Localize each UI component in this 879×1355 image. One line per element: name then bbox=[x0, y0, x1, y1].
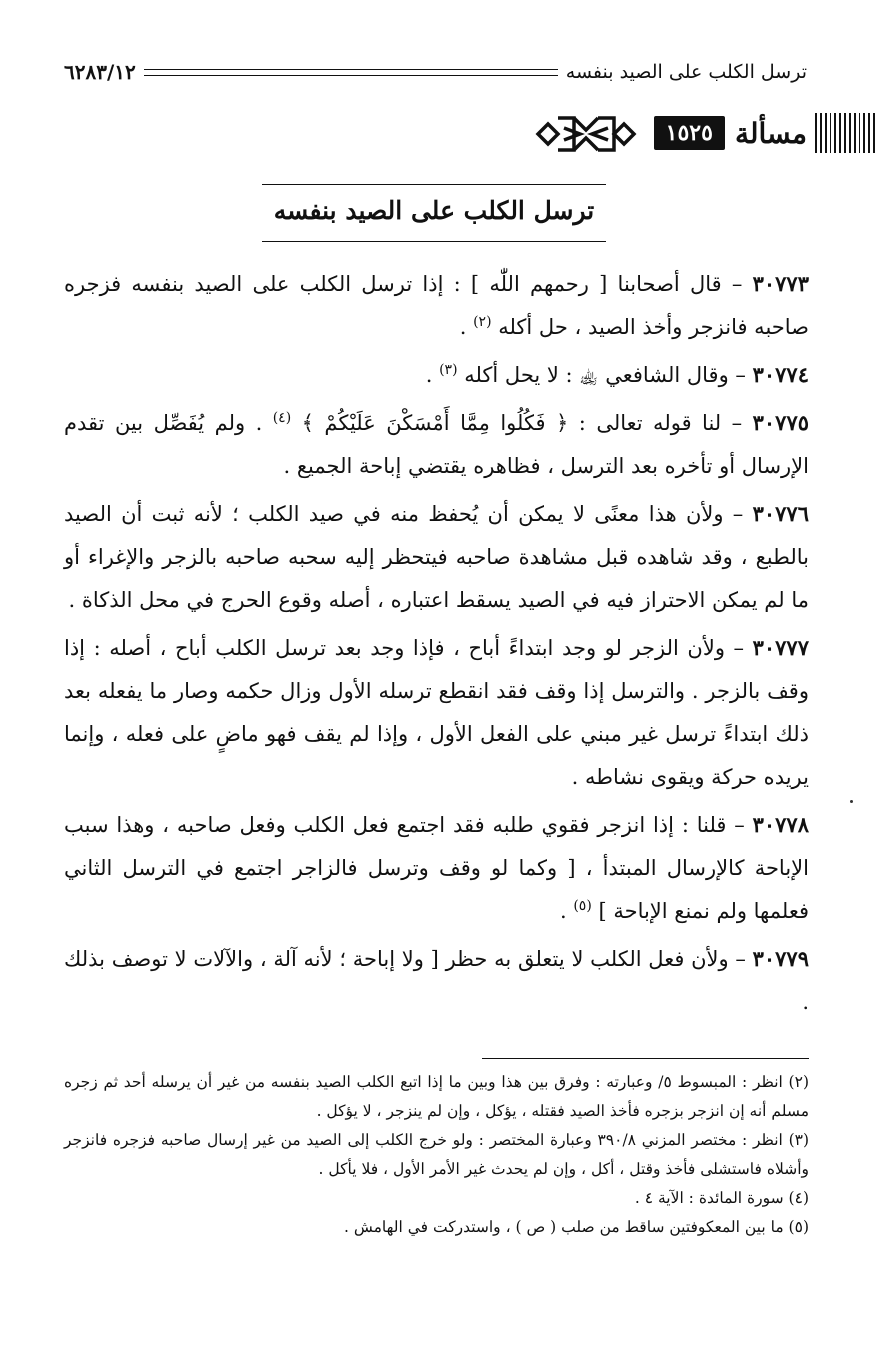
footnote: (٣) انظر : مختصر المزني ٣٩٠/٨ وعبارة المختصر : ولو خرج الكلب إلى الصيد من غير إرسال صاحبه فزجره فانزجر وأشلاه فاستشلى فأخذ وقتل ، أكل ، وإن لم يحدث غير الأمر الأول ، فلا يأكل . bbox=[64, 1131, 810, 1178]
paragraph-number: ٣٠٧٧٥ bbox=[752, 410, 810, 435]
footnote-ref: (٥) bbox=[573, 898, 592, 914]
paragraph bbox=[64, 262, 809, 349]
paragraph-number: ٣٠٧٧٩ bbox=[752, 946, 809, 971]
header-rule bbox=[144, 69, 558, 76]
footnote-rule bbox=[482, 1058, 809, 1059]
page-reference: ٦٢٨٣/١٢ bbox=[64, 60, 136, 84]
paragraph-text: – ولأن الزجر لو وجد ابتداءً أباح ، فإذا وجد بعد ترسل الكلب أباح ، أصله : إذا وقف بالزجر . والترسل إذا وقف فقد انقطع ترسله الأول وزال حكمه وصار ما يفعله بعد ذلك ابتداءً ترسل غير مبني على الفعل الأول ، وإذا لم يقف فهو ماضٍ على فعله ، وإنما يريده حركة ويقوى نشاطه . bbox=[64, 636, 809, 789]
paragraph-number: ٣٠٧٧٨ bbox=[752, 812, 809, 837]
footnote-ref: (٢) bbox=[473, 314, 492, 330]
footnote: (٢) انظر : المبسوط ٥/ وعبارته : وفرق بين هذا وبين ما إذا اتبع الكلب الصيد بنفسه من غير أن يرسله أحد ثم زجره مسلم أنه إن انزجر بزجره فأخذ الصيد فقتله ، يؤكل ، وإن لم ينزجر ، لا يؤكل . bbox=[64, 1073, 809, 1120]
paragraph-text: . bbox=[559, 899, 574, 923]
paragraph-number: ٣٠٧٧٧ bbox=[752, 635, 809, 660]
paragraph-text: . bbox=[459, 315, 474, 339]
running-header bbox=[64, 56, 807, 88]
paragraph-text: . ولم يُفَصِّل بين تقدم الإرسال أو تأخره بعد الترسل ، فظاهره يقتضي إباحة الجميع . bbox=[64, 411, 809, 478]
paragraph-number: ٣٠٧٧٦ bbox=[752, 501, 809, 526]
paragraph-text: – لنا قوله تعالى : ﴿ فَكُلُوا مِمَّا أَمْسَكْنَ عَلَيْكُمْ ﴾ bbox=[291, 411, 753, 435]
running-title: ترسل الكلب على الصيد بنفسه bbox=[565, 61, 807, 83]
paragraph bbox=[64, 626, 809, 799]
issue-number: ١٥٢٥ bbox=[654, 116, 725, 150]
footnote-ref: (٤) bbox=[272, 410, 292, 426]
paragraph-number: ٣٠٧٧٤ bbox=[752, 362, 809, 387]
body-text bbox=[64, 262, 809, 1028]
issue-label: مسألة bbox=[734, 116, 807, 150]
paragraph bbox=[64, 401, 809, 488]
footnote: (٤) سورة المائدة : الآية ٤ . bbox=[634, 1189, 809, 1207]
paragraph-text: . bbox=[425, 363, 440, 387]
title-rule-bottom bbox=[262, 241, 606, 242]
footnote: (٥) ما بين المعكوفتين ساقط من صلب ( ص ) ، واستدركت في الهامش . bbox=[343, 1218, 809, 1236]
footnotes bbox=[64, 1068, 809, 1242]
paragraph-text: – ولأن هذا معنًى لا يمكن أن يُحفظ منه في صيد الكلب ؛ لأنه ثبت أن الصيد بالطبع ، وقد شاهده قبل مشاهدة صاحبه فيتحظر إليه سحبه صاحبه بالزجر والإغراء أو ما لم يمكن الاحتراز فيه في الصيد يسقط اعتباره ، أصله وقوع الحرج في محل الذكاة . bbox=[64, 502, 809, 612]
paragraph-text: – قال أصحابنا [ رحمهم اللّٰه ] : إذا ترسل الكلب على الصيد بنفسه فزجره صاحبه فانزجر وأخذ الصيد ، حل أكله bbox=[64, 272, 809, 339]
bar-strip-ornament bbox=[815, 111, 879, 155]
paragraph-text: – وقال الشافعي ﵀ : لا يحل أكله bbox=[457, 363, 753, 387]
paragraph bbox=[64, 803, 809, 933]
footnote-ref: (٣) bbox=[439, 362, 458, 378]
section-title: ترسل الكلب على الصيد بنفسه bbox=[273, 196, 595, 225]
margin-dot bbox=[850, 800, 853, 803]
paragraph bbox=[64, 353, 809, 397]
knot-ornament-icon bbox=[534, 110, 638, 158]
title-rule-top bbox=[262, 184, 606, 185]
section-title-block bbox=[262, 184, 606, 242]
paragraph bbox=[64, 937, 809, 1024]
paragraph bbox=[64, 492, 809, 622]
paragraph-text: – ولأن فعل الكلب لا يتعلق به حظر [ ولا إباحة ؛ لأنه آلة ، والآلات لا توصف بذلك . bbox=[64, 947, 809, 1014]
paragraph-text: – قلنا : إذا انزجر فقوي طلبه فقد اجتمع فعل الكلب وفعل صاحبه ، وهذا سبب الإباحة كالإرسال المبتدأ ، [ وكما لو وقف وترسل فالزاجر اجتمع في الترسل الثاني فعلمها ولم نمنع الإباحة ] bbox=[64, 813, 809, 923]
paragraph-number: ٣٠٧٧٣ bbox=[752, 271, 809, 296]
